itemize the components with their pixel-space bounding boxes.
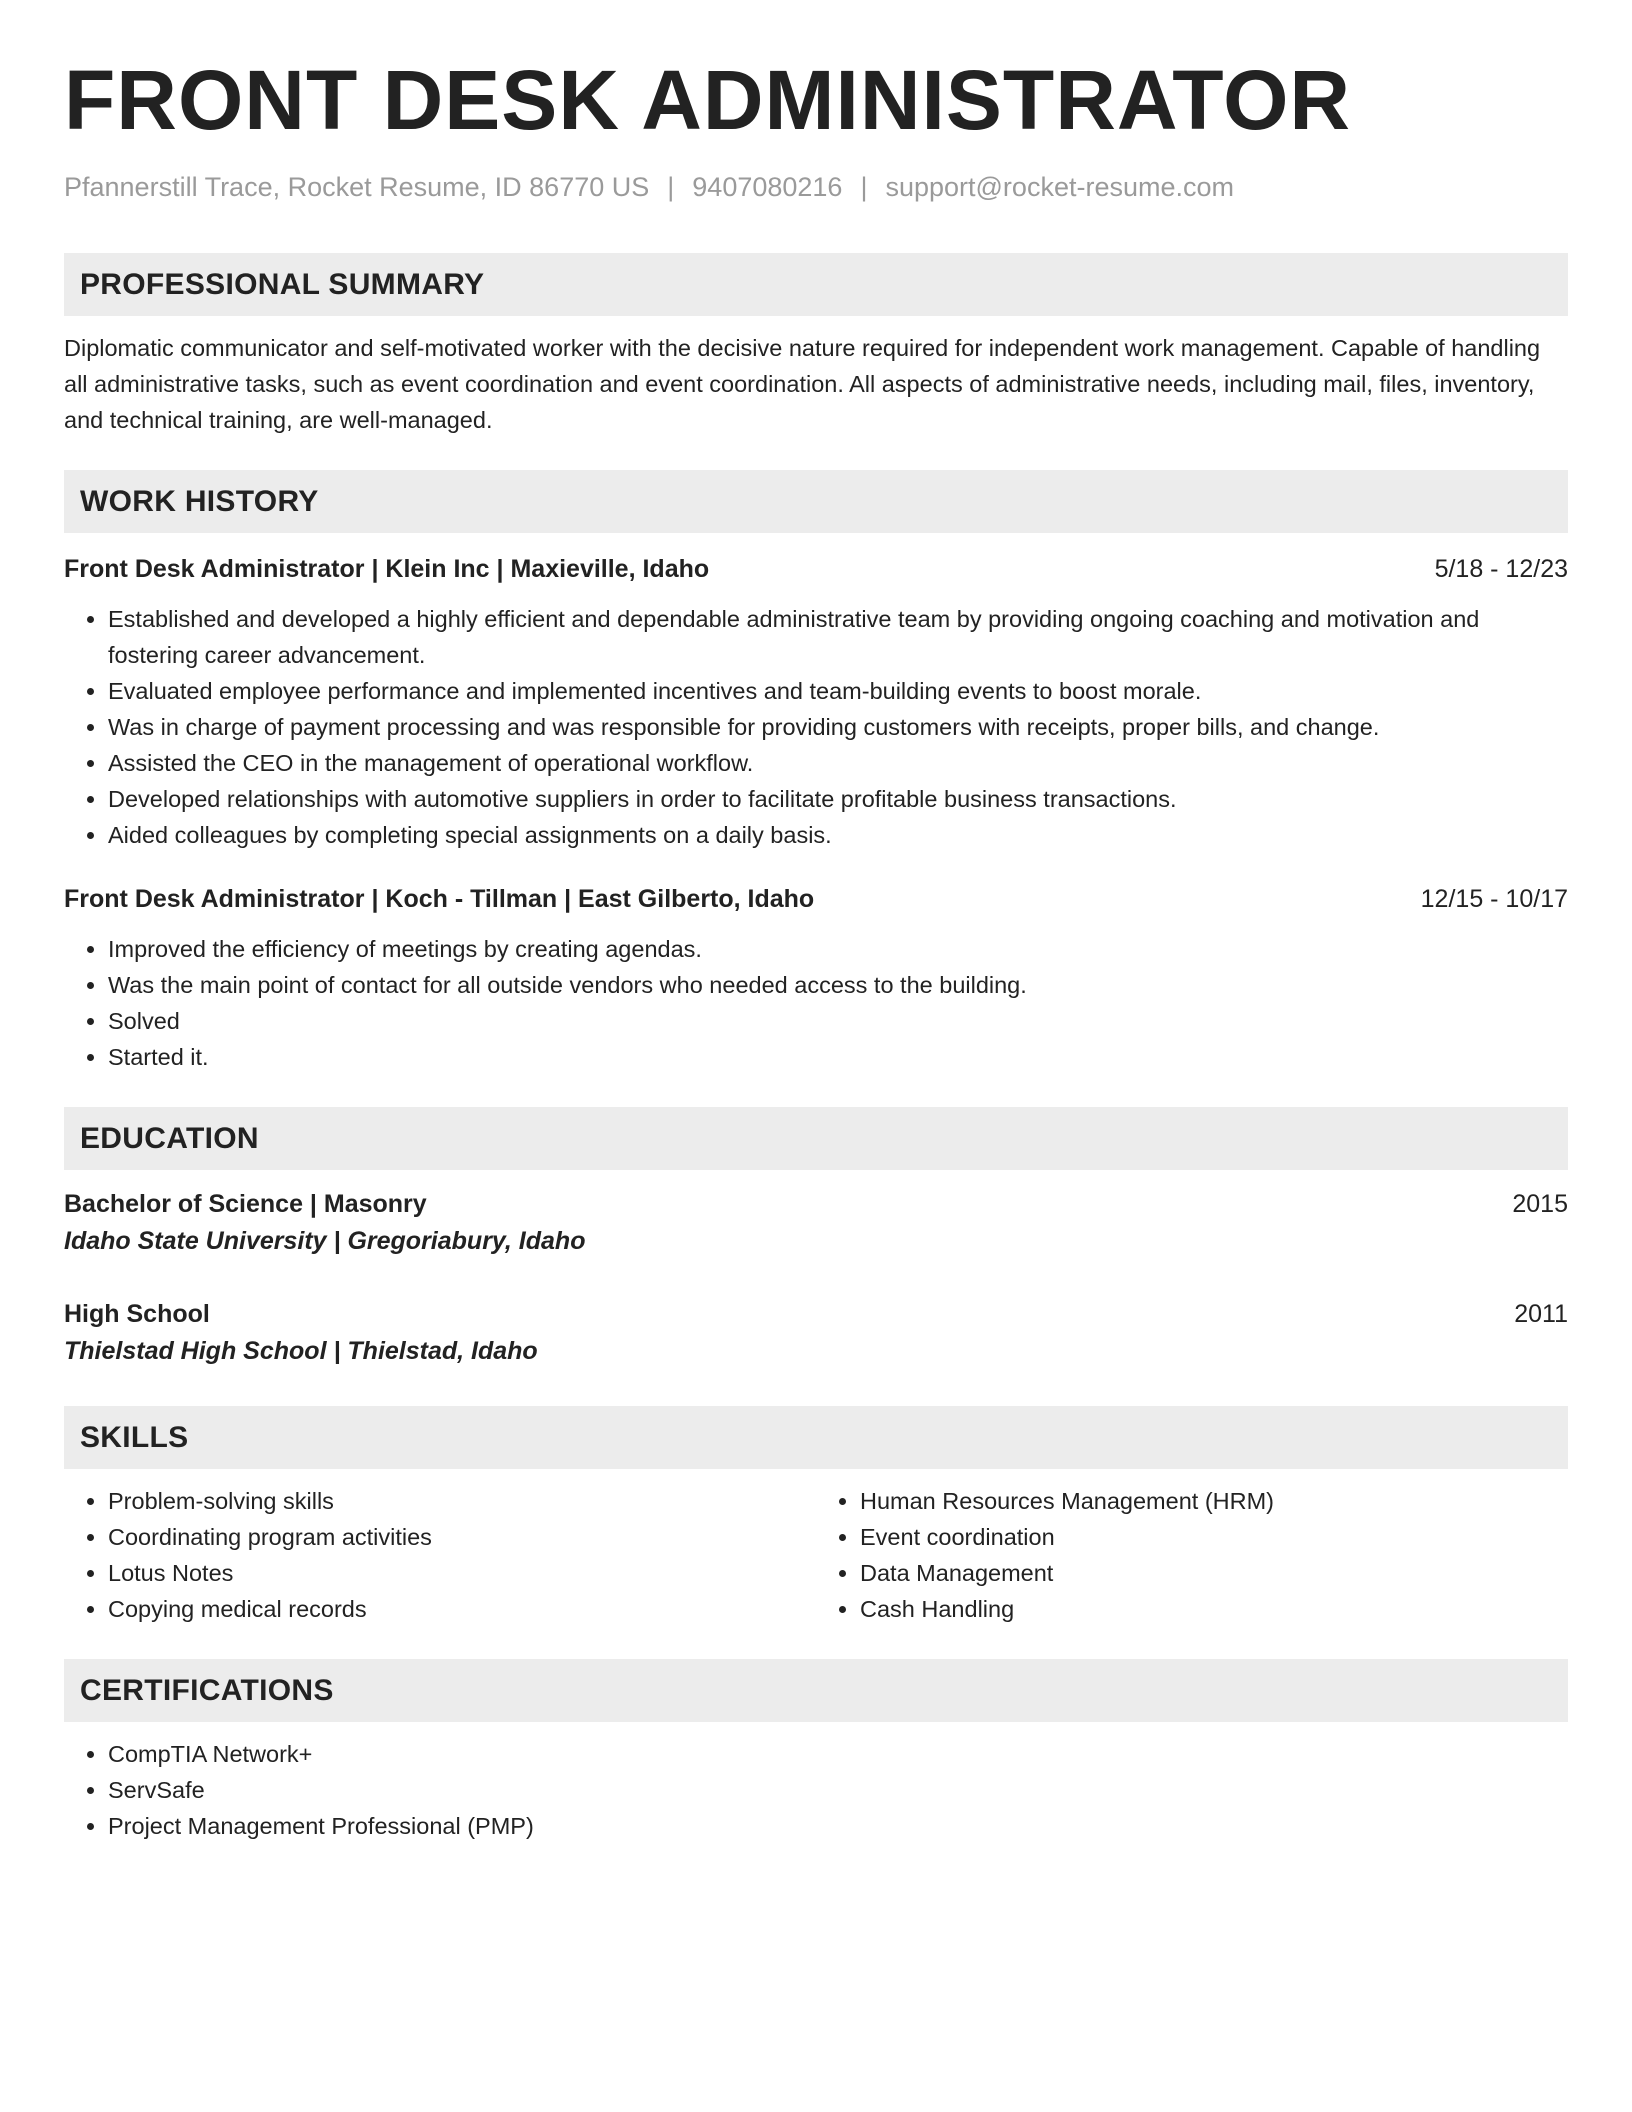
contact-separator: | [860,172,868,202]
contact-separator: | [667,172,675,202]
job-bullet: • Aided colleagues by completing special assignments on a daily basis. [108,817,1568,853]
job-bullet: • Assisted the CEO in the management of operational workflow. [108,745,1568,781]
section-header-summary: PROFESSIONAL SUMMARY [64,253,1568,316]
contact-phone: 9407080216 [692,172,843,202]
contact-email: support@rocket-resume.com [885,172,1234,202]
job-dates: 12/15 - 10/17 [1420,885,1568,913]
job-bullet: • Was in charge of payment processing and was responsible for providing customers with receipts, proper bills, and change. [108,709,1568,745]
education-school: Idaho State University | Gregoriabury, Idaho [64,1227,586,1255]
job-bullet: • Started it. [108,1039,1568,1075]
summary-text: Diplomatic communicator and self-motivated worker with the decisive nature required for independent work management. Capable of handling all administrative tasks, such as event coordination and event coordination. All aspects of administrative needs, including mail, files, inventory, and technical training, are well-managed. [64,335,1541,433]
skills-grid [64,1483,1568,1627]
section-header-skills: SKILLS [64,1406,1568,1469]
skill-item: • Lotus Notes [108,1555,816,1591]
section-header-education: EDUCATION [64,1107,1568,1170]
certification-item: • ServSafe [108,1772,1568,1808]
skills-column-right [816,1483,1568,1627]
skill-item: • Problem-solving skills [108,1483,816,1519]
education-year: 2011 [1514,1300,1568,1328]
education-header [64,1296,1568,1332]
skill-item: • Data Management [860,1555,1568,1591]
education-entry [64,1186,1568,1260]
skill-item: • Event coordination [860,1519,1568,1555]
education-header [64,1186,1568,1222]
contact-line [64,172,1568,203]
section-header-certifications: CERTIFICATIONS [64,1659,1568,1722]
job-dates: 5/18 - 12/23 [1434,555,1568,583]
skill-item: • Cash Handling [860,1591,1568,1627]
job-bullet: • Established and developed a highly efficient and dependable administrative team by providing ongoing coaching and motivation and fostering career advancement. [108,601,1568,673]
job-bullet: • Was the main point of contact for all outside vendors who needed access to the building. [108,967,1568,1003]
job-bullets [64,931,1568,1075]
job-header [64,881,1568,917]
certification-item: • Project Management Professional (PMP) [108,1808,1568,1844]
job-entry [64,551,1568,853]
skill-item: • Copying medical records [108,1591,816,1627]
job-title: Front Desk Administrator | Koch - Tillman | East Gilberto, Idaho [64,885,815,913]
education-school: Thielstad High School | Thielstad, Idaho [64,1337,538,1365]
job-header [64,551,1568,587]
job-bullet: • Solved [108,1003,1568,1039]
candidate-name: FRONT DESK ADMINISTRATOR [64,53,1352,147]
job-entry [64,881,1568,1075]
job-title: Front Desk Administrator | Klein Inc | Maxieville, Idaho [64,555,710,583]
job-bullet: • Evaluated employee performance and implemented incentives and team-building events to boost morale. [108,673,1568,709]
certification-item: • CompTIA Network+ [108,1736,1568,1772]
skill-item: • Human Resources Management (HRM) [860,1483,1568,1519]
education-year: 2015 [1512,1190,1568,1218]
job-bullets [64,601,1568,853]
certifications-list [64,1736,1568,1844]
skill-item: • Coordinating program activities [108,1519,816,1555]
education-degree: High School [64,1300,210,1328]
section-header-work-history: WORK HISTORY [64,470,1568,533]
skills-column-left [64,1483,816,1627]
contact-address: Pfannerstill Trace, Rocket Resume, ID 86770 US [64,172,650,202]
education-entry [64,1296,1568,1370]
job-bullet: • Developed relationships with automotive suppliers in order to facilitate profitable business transactions. [108,781,1568,817]
job-bullet: • Improved the efficiency of meetings by creating agendas. [108,931,1568,967]
education-degree: Bachelor of Science | Masonry [64,1190,427,1218]
